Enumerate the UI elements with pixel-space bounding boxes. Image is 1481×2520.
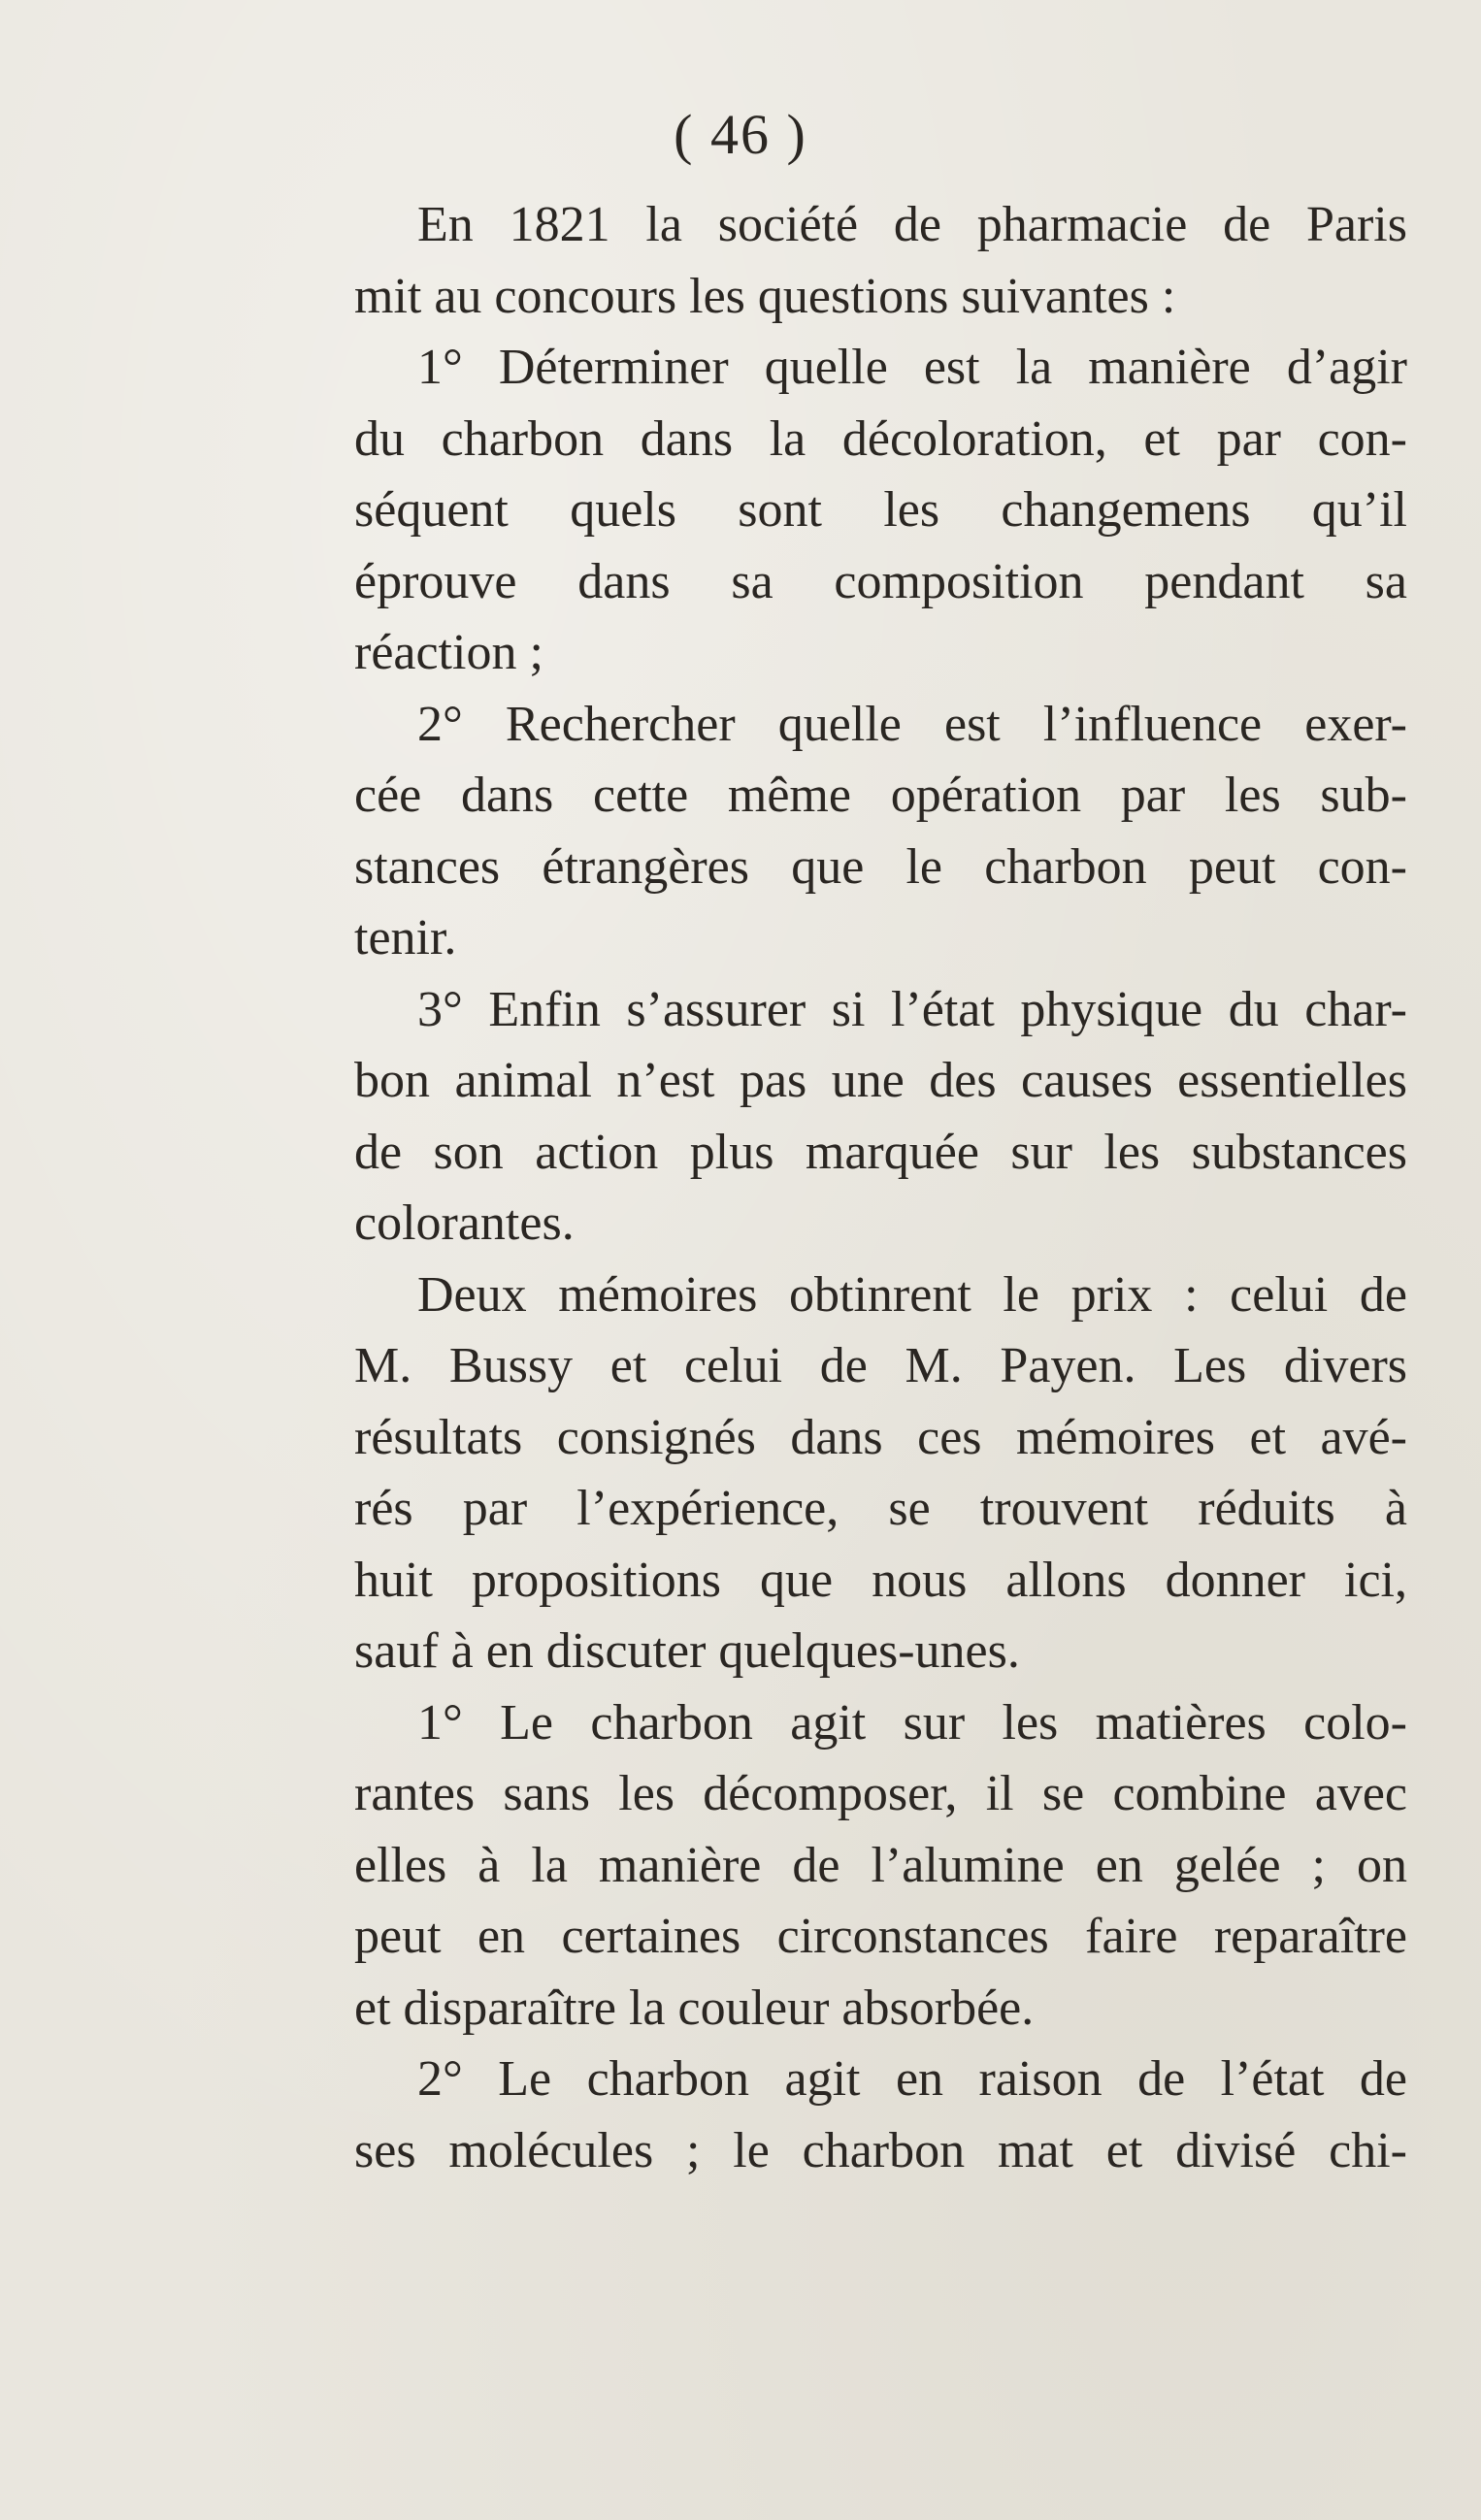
- text-line: rés par l’expérience, se trouvent réduits à: [354, 1481, 1407, 1536]
- text-line: elles à la manière de l’alumine en gelée ; on: [354, 1837, 1407, 1893]
- text-line: 2° Rechercher quelle est l’influence exer-: [417, 696, 1407, 752]
- text-line: résultats consignés dans ces mémoires et avé-: [354, 1409, 1407, 1465]
- text-line: Deux mémoires obtinrent le prix : celui de: [417, 1266, 1407, 1323]
- text-line: rantes sans les décomposer, il se combine avec: [354, 1766, 1407, 1821]
- text-line: 1° Le charbon agit sur les matières colo-: [417, 1694, 1407, 1751]
- text-line: réaction ;: [354, 625, 543, 680]
- text-line: M. Bussy et celui de M. Payen. Les divers: [354, 1338, 1407, 1393]
- text-line: bon animal n’est pas une des causes essentielles: [354, 1053, 1407, 1108]
- text-line: En 1821 la société de pharmacie de Paris: [417, 197, 1407, 252]
- text-line: mit au concours les questions suivantes :: [354, 268, 1176, 324]
- text-line: sauf à en discuter quelques-unes.: [354, 1623, 1020, 1679]
- text-line: éprouve dans sa composition pendant sa: [354, 553, 1407, 609]
- text-line: ses molécules ; le charbon mat et divisé chi-: [354, 2122, 1407, 2178]
- page-number: ( 46 ): [674, 103, 807, 166]
- text-line: huit propositions que nous allons donner ici,: [354, 1552, 1407, 1608]
- text-line: colorantes.: [354, 1195, 575, 1251]
- body-text: [354, 189, 1407, 2186]
- text-line: 3° Enfin s’assurer si l’état physique du char-: [417, 981, 1407, 1037]
- text-line: peut en certaines circonstances faire reparaître: [354, 1909, 1407, 1964]
- text-line: et disparaître la couleur absorbée.: [354, 1980, 1035, 2036]
- text-line: de son action plus marquée sur les substances: [354, 1124, 1407, 1180]
- text-line: tenir.: [354, 910, 457, 965]
- text-line: cée dans cette même opération par les sub-: [354, 768, 1407, 823]
- text-line: du charbon dans la décoloration, et par con-: [354, 410, 1407, 467]
- text-line: 2° Le charbon agit en raison de l’état de: [417, 2051, 1407, 2107]
- text-line: 1° Déterminer quelle est la manière d’agir: [417, 340, 1407, 395]
- text-line: séquent quels sont les changemens qu’il: [354, 482, 1407, 538]
- text-line: stances étrangères que le charbon peut con-: [354, 838, 1407, 895]
